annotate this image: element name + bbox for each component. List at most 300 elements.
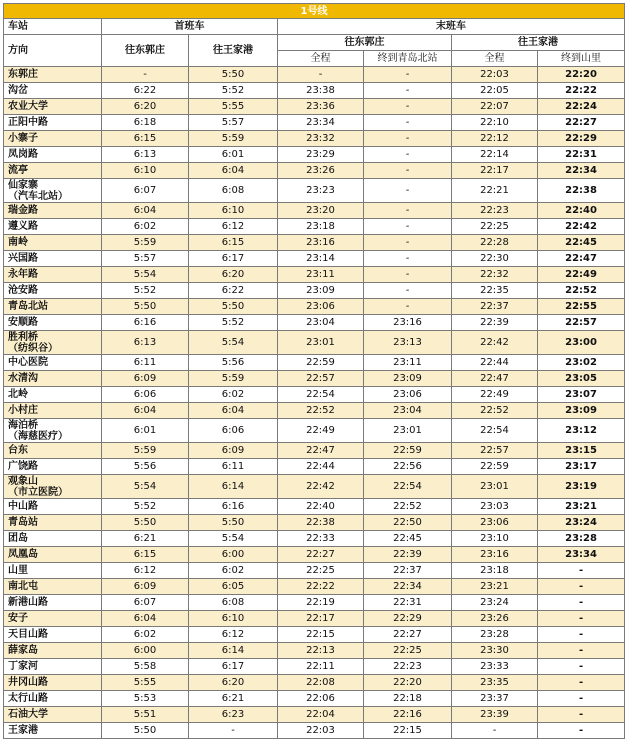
last-dgz-full-time: 22:52: [278, 403, 364, 419]
last-wjg-full-time: 22:49: [452, 387, 538, 403]
station-name: 青岛站: [4, 515, 102, 531]
station-name: 安子: [4, 611, 102, 627]
first-to-dongguozhuang-time: 6:18: [102, 115, 189, 131]
last-dgz-full-time: -: [278, 67, 364, 83]
first-to-dongguozhuang-time: 6:06: [102, 387, 189, 403]
last-wjg-shanli-time: 23:02: [538, 355, 625, 371]
last-wjg-full-time: 22:30: [452, 251, 538, 267]
first-to-dongguozhuang-time: 6:21: [102, 531, 189, 547]
last-wjg-shanli-time: 23:19: [538, 475, 625, 499]
table-row: [4, 499, 625, 515]
first-to-dongguozhuang-time: 6:15: [102, 131, 189, 147]
last-wjg-shanli-time: -: [538, 563, 625, 579]
last-wjg-shanli-time: -: [538, 659, 625, 675]
first-to-wangjiagang-time: 6:12: [189, 627, 278, 643]
first-to-dongguozhuang-time: 6:00: [102, 643, 189, 659]
last-wjg-shanli-time: 22:40: [538, 203, 625, 219]
last-dgz-qingdao-north-time: 22:39: [364, 547, 452, 563]
last-dgz-qingdao-north-time: -: [364, 163, 452, 179]
last-wjg-full-time: 22:21: [452, 179, 538, 203]
last-dgz-qingdao-north-time: 22:34: [364, 579, 452, 595]
first-to-wangjiagang-time: 5:50: [189, 299, 278, 315]
last-dgz-full-time: 22:33: [278, 531, 364, 547]
last-wjg-full-time: 23:16: [452, 547, 538, 563]
last-wjg-shanli-time: 22:27: [538, 115, 625, 131]
station-name: 流亭: [4, 163, 102, 179]
last-wjg-full-time: 23:30: [452, 643, 538, 659]
first-to-wangjiagang-time: 6:22: [189, 283, 278, 299]
station-name: 瑞金路: [4, 203, 102, 219]
last-dgz-full-time: 23:23: [278, 179, 364, 203]
last-wjg-full-time: 23:35: [452, 675, 538, 691]
last-wjg-shanli-time: 22:55: [538, 299, 625, 315]
last-dgz-qingdao-north-time: 22:20: [364, 675, 452, 691]
first-to-dongguozhuang-time: 6:07: [102, 595, 189, 611]
first-to-wangjiagang-time: 6:20: [189, 267, 278, 283]
table-row: [4, 235, 625, 251]
first-train-header: 首班车: [102, 19, 278, 35]
station-name: 薛家岛: [4, 643, 102, 659]
last-wjg-shanli-time: -: [538, 595, 625, 611]
first-to-wangjiagang-time: 5:55: [189, 99, 278, 115]
last-dgz-full-time: 22:08: [278, 675, 364, 691]
last-wjg-shanli-time: 23:34: [538, 547, 625, 563]
last-dgz-full-time: 23:20: [278, 203, 364, 219]
first-to-dongguozhuang-time: 5:50: [102, 723, 189, 739]
table-row: [4, 707, 625, 723]
last-wjg-shanli-time: -: [538, 627, 625, 643]
last-dgz-full-time: 23:36: [278, 99, 364, 115]
last-wjg-shanli-time: 22:20: [538, 67, 625, 83]
first-to-dongguozhuang-header: 往东郭庄: [102, 35, 189, 67]
last-dgz-qingdao-north-time: -: [364, 115, 452, 131]
last-wjg-full-time: 23:21: [452, 579, 538, 595]
last-dgz-qingdao-north-time: -: [364, 67, 452, 83]
first-to-dongguozhuang-time: 6:10: [102, 163, 189, 179]
last-wjg-full-time: 23:37: [452, 691, 538, 707]
last-dgz-full-time: 23:38: [278, 83, 364, 99]
last-wjg-shanli-time: 23:17: [538, 459, 625, 475]
last-wjg-full-time: 22:14: [452, 147, 538, 163]
last-wjg-full-time: 23:33: [452, 659, 538, 675]
first-to-wangjiagang-time: 6:10: [189, 611, 278, 627]
station-header: 车站: [4, 19, 102, 35]
station-name: 小村庄: [4, 403, 102, 419]
station-name: 兴国路: [4, 251, 102, 267]
table-row: [4, 267, 625, 283]
table-row: [4, 563, 625, 579]
last-wjg-shanli-time: -: [538, 611, 625, 627]
header-row-2: [4, 35, 625, 51]
last-wjg-shanli-time: 22:57: [538, 315, 625, 331]
last-wjg-shanli-time: 22:31: [538, 147, 625, 163]
station-name: 井冈山路: [4, 675, 102, 691]
station-name: 水清沟: [4, 371, 102, 387]
station-name: 山里: [4, 563, 102, 579]
last-dgz-full-time: 22:11: [278, 659, 364, 675]
table-row: [4, 315, 625, 331]
last-wjg-full-time: 22:52: [452, 403, 538, 419]
last-dgz-full-time: 22:59: [278, 355, 364, 371]
first-to-dongguozhuang-time: 6:02: [102, 219, 189, 235]
station-name: 太行山路: [4, 691, 102, 707]
direction-header: 方向: [4, 35, 102, 67]
station-name: 永年路: [4, 267, 102, 283]
table-row: [4, 443, 625, 459]
station-name: 沟岔: [4, 83, 102, 99]
last-wjg-shanli-time: 23:24: [538, 515, 625, 531]
last-dgz-full-time: 22:04: [278, 707, 364, 723]
table-row: [4, 579, 625, 595]
last-wjg-full-time: 22:42: [452, 331, 538, 355]
table-row: [4, 515, 625, 531]
last-wjg-shanli-time: 22:45: [538, 235, 625, 251]
last-dgz-qingdao-north-time: -: [364, 251, 452, 267]
last-dgz-full-time: 23:09: [278, 283, 364, 299]
header-row-1: [4, 19, 625, 35]
last-wjg-shanli-time: 23:05: [538, 371, 625, 387]
last-dgz-full-time: 23:06: [278, 299, 364, 315]
last-dgz-qingdao-north-time: 23:13: [364, 331, 452, 355]
last-wjg-full-time: 22:28: [452, 235, 538, 251]
last-dgz-qingdao-north-time: 22:16: [364, 707, 452, 723]
first-to-dongguozhuang-time: 5:59: [102, 443, 189, 459]
last-dgz-qingdao-north-header: 终到青岛北站: [364, 51, 452, 67]
last-dgz-full-time: 23:26: [278, 163, 364, 179]
first-to-dongguozhuang-time: 5:53: [102, 691, 189, 707]
first-to-dongguozhuang-time: 6:11: [102, 355, 189, 371]
first-to-dongguozhuang-time: 6:22: [102, 83, 189, 99]
last-dgz-qingdao-north-time: -: [364, 83, 452, 99]
last-dgz-full-time: 22:03: [278, 723, 364, 739]
first-to-dongguozhuang-time: 6:16: [102, 315, 189, 331]
last-dgz-full-time: 22:40: [278, 499, 364, 515]
first-to-dongguozhuang-time: 5:52: [102, 283, 189, 299]
last-dgz-full-time: 23:29: [278, 147, 364, 163]
last-dgz-full-time: 22:13: [278, 643, 364, 659]
station-name: 青岛北站: [4, 299, 102, 315]
last-dgz-full-time: 23:04: [278, 315, 364, 331]
timetable: [3, 3, 625, 739]
first-to-dongguozhuang-time: 6:09: [102, 579, 189, 595]
last-dgz-qingdao-north-time: 23:01: [364, 419, 452, 443]
last-wjg-shanli-time: -: [538, 707, 625, 723]
line-title: 1号线: [4, 4, 625, 19]
last-dgz-full-time: 23:16: [278, 235, 364, 251]
first-to-dongguozhuang-time: -: [102, 67, 189, 83]
station-name: 观象山 （市立医院）: [4, 475, 102, 499]
last-wjg-shanli-time: -: [538, 723, 625, 739]
last-wjg-full-time: 22:47: [452, 371, 538, 387]
last-wjg-full-time: 22:37: [452, 299, 538, 315]
last-dgz-qingdao-north-time: 22:50: [364, 515, 452, 531]
last-dgz-full-time: 22:49: [278, 419, 364, 443]
table-row: [4, 659, 625, 675]
last-wjg-shanli-time: 22:29: [538, 131, 625, 147]
station-name: 海泊桥 （海慈医疗）: [4, 419, 102, 443]
last-wjg-full-time: 22:32: [452, 267, 538, 283]
station-name: 仙家寨 （汽车北站）: [4, 179, 102, 203]
first-to-wangjiagang-time: 6:11: [189, 459, 278, 475]
first-to-dongguozhuang-time: 5:51: [102, 707, 189, 723]
table-row: [4, 355, 625, 371]
last-wjg-shanli-time: 23:00: [538, 331, 625, 355]
first-to-dongguozhuang-time: 6:07: [102, 179, 189, 203]
first-to-wangjiagang-time: 5:56: [189, 355, 278, 371]
first-to-dongguozhuang-time: 5:56: [102, 459, 189, 475]
station-name: 农业大学: [4, 99, 102, 115]
first-to-wangjiagang-time: 6:14: [189, 475, 278, 499]
table-row: [4, 531, 625, 547]
last-dgz-full-time: 22:22: [278, 579, 364, 595]
last-dgz-qingdao-north-time: 22:52: [364, 499, 452, 515]
last-wjg-full-time: 23:10: [452, 531, 538, 547]
last-dgz-qingdao-north-time: 22:59: [364, 443, 452, 459]
table-row: [4, 691, 625, 707]
last-wjg-full-time: 23:28: [452, 627, 538, 643]
last-dgz-qingdao-north-time: 22:23: [364, 659, 452, 675]
table-row: [4, 115, 625, 131]
last-dgz-full-time: 22:17: [278, 611, 364, 627]
first-to-wangjiagang-time: 6:20: [189, 675, 278, 691]
station-name: 台东: [4, 443, 102, 459]
station-name: 胜利桥 （纺织谷）: [4, 331, 102, 355]
first-to-dongguozhuang-time: 5:57: [102, 251, 189, 267]
first-to-dongguozhuang-time: 5:52: [102, 499, 189, 515]
table-row: [4, 643, 625, 659]
table-row: [4, 203, 625, 219]
last-wjg-full-time: 22:03: [452, 67, 538, 83]
station-name: 王家港: [4, 723, 102, 739]
last-dgz-qingdao-north-time: 22:15: [364, 723, 452, 739]
last-wjg-full-time: 22:25: [452, 219, 538, 235]
last-wjg-full-time: 23:26: [452, 611, 538, 627]
last-wjg-full-time: 22:23: [452, 203, 538, 219]
last-wjg-shanli-time: 23:07: [538, 387, 625, 403]
last-wjg-shanli-time: 22:38: [538, 179, 625, 203]
last-wjg-full-time: 23:06: [452, 515, 538, 531]
last-wjg-full-time: 22:39: [452, 315, 538, 331]
table-row: [4, 179, 625, 203]
first-to-dongguozhuang-time: 6:13: [102, 147, 189, 163]
last-wjg-full-header: 全程: [452, 51, 538, 67]
table-row: [4, 131, 625, 147]
first-to-wangjiagang-time: 6:08: [189, 179, 278, 203]
first-to-wangjiagang-time: 6:15: [189, 235, 278, 251]
table-row: [4, 547, 625, 563]
last-dgz-full-time: 22:38: [278, 515, 364, 531]
first-to-wangjiagang-time: -: [189, 723, 278, 739]
table-row: [4, 99, 625, 115]
last-wjg-shanli-time: 23:21: [538, 499, 625, 515]
last-dgz-qingdao-north-time: -: [364, 179, 452, 203]
last-wjg-full-time: 22:35: [452, 283, 538, 299]
last-dgz-qingdao-north-time: 22:27: [364, 627, 452, 643]
table-row: [4, 147, 625, 163]
first-to-dongguozhuang-time: 6:15: [102, 547, 189, 563]
first-to-wangjiagang-time: 6:21: [189, 691, 278, 707]
last-wjg-full-time: 22:05: [452, 83, 538, 99]
last-wjg-full-time: 22:44: [452, 355, 538, 371]
first-to-wangjiagang-time: 6:23: [189, 707, 278, 723]
station-name: 南岭: [4, 235, 102, 251]
last-dgz-full-time: 22:19: [278, 595, 364, 611]
station-name: 凤岗路: [4, 147, 102, 163]
first-to-dongguozhuang-time: 6:04: [102, 403, 189, 419]
last-wjg-full-time: 23:39: [452, 707, 538, 723]
last-dgz-full-time: 22:47: [278, 443, 364, 459]
first-to-wangjiagang-time: 6:17: [189, 659, 278, 675]
table-row: [4, 723, 625, 739]
station-name: 正阳中路: [4, 115, 102, 131]
last-wjg-full-time: 22:12: [452, 131, 538, 147]
last-dgz-qingdao-north-time: 23:11: [364, 355, 452, 371]
last-wjg-full-time: 22:07: [452, 99, 538, 115]
table-row: [4, 371, 625, 387]
first-to-wangjiagang-time: 5:59: [189, 131, 278, 147]
last-dgz-full-time: 22:54: [278, 387, 364, 403]
table-row: [4, 163, 625, 179]
first-to-dongguozhuang-time: 5:55: [102, 675, 189, 691]
last-dgz-full-time: 22:57: [278, 371, 364, 387]
first-to-dongguozhuang-time: 5:54: [102, 475, 189, 499]
last-wjg-full-time: 22:17: [452, 163, 538, 179]
first-to-wangjiagang-time: 6:04: [189, 163, 278, 179]
last-dgz-full-time: 22:15: [278, 627, 364, 643]
last-wjg-full-time: 23:18: [452, 563, 538, 579]
first-to-wangjiagang-header: 往王家港: [189, 35, 278, 67]
table-row: [4, 595, 625, 611]
last-wjg-full-time: 22:54: [452, 419, 538, 443]
table-row: [4, 459, 625, 475]
first-to-wangjiagang-time: 5:50: [189, 515, 278, 531]
station-name: 丁家河: [4, 659, 102, 675]
first-to-wangjiagang-time: 6:16: [189, 499, 278, 515]
last-wjg-full-time: 22:10: [452, 115, 538, 131]
last-dgz-full-time: 23:14: [278, 251, 364, 267]
first-to-wangjiagang-time: 6:09: [189, 443, 278, 459]
first-to-wangjiagang-time: 6:01: [189, 147, 278, 163]
last-wjg-shanli-time: -: [538, 691, 625, 707]
last-dgz-qingdao-north-time: 23:16: [364, 315, 452, 331]
last-wjg-shanli-time: -: [538, 643, 625, 659]
last-wjg-shanli-time: 22:34: [538, 163, 625, 179]
last-dgz-full-header: 全程: [278, 51, 364, 67]
last-dgz-qingdao-north-time: -: [364, 267, 452, 283]
last-wjg-shanli-time: 23:28: [538, 531, 625, 547]
last-wjg-shanli-header: 终到山里: [538, 51, 625, 67]
last-to-dongguozhuang-header: 往东郭庄: [278, 35, 452, 51]
last-dgz-full-time: 22:44: [278, 459, 364, 475]
last-wjg-shanli-time: -: [538, 579, 625, 595]
first-to-dongguozhuang-time: 5:50: [102, 515, 189, 531]
last-wjg-shanli-time: 22:47: [538, 251, 625, 267]
last-wjg-shanli-time: 23:09: [538, 403, 625, 419]
first-to-wangjiagang-time: 6:17: [189, 251, 278, 267]
last-dgz-qingdao-north-time: -: [364, 299, 452, 315]
station-name: 北岭: [4, 387, 102, 403]
last-wjg-shanli-time: 22:52: [538, 283, 625, 299]
last-wjg-shanli-time: 22:22: [538, 83, 625, 99]
station-name: 小寨子: [4, 131, 102, 147]
first-to-wangjiagang-time: 5:54: [189, 331, 278, 355]
last-dgz-qingdao-north-time: -: [364, 283, 452, 299]
table-row: [4, 299, 625, 315]
last-wjg-full-time: -: [452, 723, 538, 739]
last-dgz-qingdao-north-time: -: [364, 203, 452, 219]
first-to-dongguozhuang-time: 6:09: [102, 371, 189, 387]
station-name: 凤凰岛: [4, 547, 102, 563]
station-name: 中心医院: [4, 355, 102, 371]
table-row: [4, 67, 625, 83]
last-dgz-qingdao-north-time: 22:45: [364, 531, 452, 547]
last-dgz-qingdao-north-time: 22:25: [364, 643, 452, 659]
station-name: 团岛: [4, 531, 102, 547]
last-dgz-qingdao-north-time: -: [364, 147, 452, 163]
timetable-container: [3, 3, 624, 739]
station-name: 沧安路: [4, 283, 102, 299]
first-to-dongguozhuang-time: 6:13: [102, 331, 189, 355]
table-row: [4, 251, 625, 267]
table-row: [4, 83, 625, 99]
station-name: 天目山路: [4, 627, 102, 643]
first-to-wangjiagang-time: 5:59: [189, 371, 278, 387]
last-dgz-qingdao-north-time: 23:06: [364, 387, 452, 403]
first-to-wangjiagang-time: 6:12: [189, 219, 278, 235]
station-name: 新港山路: [4, 595, 102, 611]
first-to-dongguozhuang-time: 6:04: [102, 611, 189, 627]
first-to-dongguozhuang-time: 5:50: [102, 299, 189, 315]
last-dgz-full-time: 23:18: [278, 219, 364, 235]
last-dgz-qingdao-north-time: 22:54: [364, 475, 452, 499]
first-to-wangjiagang-time: 6:00: [189, 547, 278, 563]
first-to-dongguozhuang-time: 5:54: [102, 267, 189, 283]
first-to-dongguozhuang-time: 6:12: [102, 563, 189, 579]
station-name: 中山路: [4, 499, 102, 515]
first-to-wangjiagang-time: 6:05: [189, 579, 278, 595]
first-to-dongguozhuang-time: 6:04: [102, 203, 189, 219]
station-name: 南北屯: [4, 579, 102, 595]
first-to-dongguozhuang-time: 6:20: [102, 99, 189, 115]
table-row: [4, 627, 625, 643]
table-row: [4, 331, 625, 355]
first-to-dongguozhuang-time: 5:59: [102, 235, 189, 251]
first-to-wangjiagang-time: 6:04: [189, 403, 278, 419]
last-wjg-full-time: 23:03: [452, 499, 538, 515]
table-row: [4, 419, 625, 443]
first-to-wangjiagang-time: 6:08: [189, 595, 278, 611]
first-to-wangjiagang-time: 6:06: [189, 419, 278, 443]
last-dgz-full-time: 23:32: [278, 131, 364, 147]
last-train-header: 末班车: [278, 19, 625, 35]
table-row: [4, 675, 625, 691]
table-row: [4, 283, 625, 299]
last-wjg-shanli-time: 22:42: [538, 219, 625, 235]
last-dgz-qingdao-north-time: 22:37: [364, 563, 452, 579]
last-dgz-qingdao-north-time: 22:31: [364, 595, 452, 611]
last-dgz-qingdao-north-time: 23:04: [364, 403, 452, 419]
last-dgz-qingdao-north-time: 22:56: [364, 459, 452, 475]
last-dgz-qingdao-north-time: -: [364, 235, 452, 251]
last-wjg-full-time: 22:57: [452, 443, 538, 459]
last-to-wangjiagang-header: 往王家港: [452, 35, 625, 51]
last-dgz-qingdao-north-time: -: [364, 99, 452, 115]
first-to-wangjiagang-time: 6:02: [189, 563, 278, 579]
first-to-dongguozhuang-time: 6:02: [102, 627, 189, 643]
table-row: [4, 403, 625, 419]
last-dgz-full-time: 22:06: [278, 691, 364, 707]
last-dgz-full-time: 23:34: [278, 115, 364, 131]
